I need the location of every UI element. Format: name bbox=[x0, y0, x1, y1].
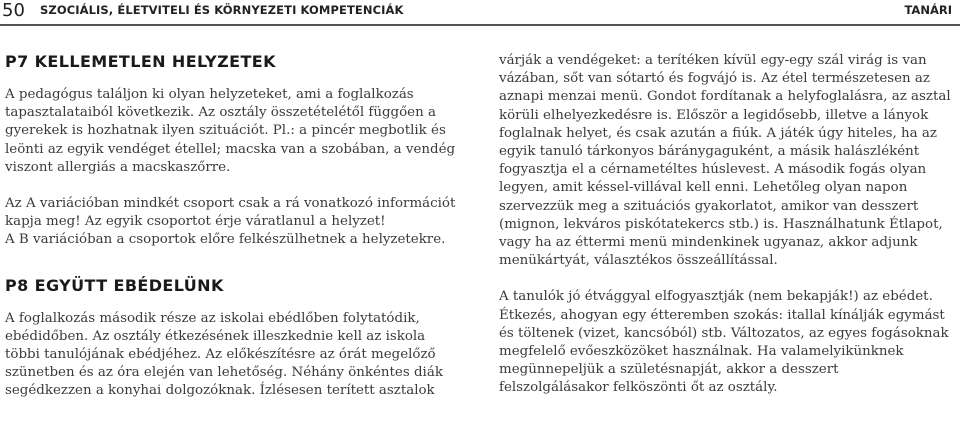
section-title-p7: P7 KELLEMETLEN HELYZETEK bbox=[5, 52, 276, 71]
paragraph: A foglalkozás második része az iskolai ebédlőben folytatódik, ebédidőben. Az osztály étkezésének illeszkednie kell az iskola többi tanulójának ebédjéhez. Az előkészítésre az órát megelőző szünetben és az óra elején van lehetőség. Néhány önkéntes diák segédkezzen a konyhai dolgozóknak. Ízlésesen terített asztalok bbox=[5, 310, 443, 399]
paragraph: Az A variációban mindkét csoport csak a rá vonatkozó információt kapja meg! Az egyik csoportot érje váratlanul a helyzet! bbox=[5, 196, 456, 230]
running-section-label: TANÁRI bbox=[904, 3, 952, 17]
page-number: 50 bbox=[2, 0, 25, 21]
paragraph: A B variációban a csoportok előre felkészülhetnek a helyzetekre. bbox=[5, 232, 446, 248]
header-rule bbox=[0, 24, 960, 26]
page-header bbox=[0, 0, 960, 28]
paragraph: A tanulók jó étvággyal elfogyasztják (nem bekapják!) az ebédet. Étkezés, ahogyan egy étteremben szokás: itallal kínálják egymást és töltenek (vizet, kancsóból) stb. Változatos, az egyes fogásoknak megfelelő evőeszközöket használnak. Ha valamelyikünknek megünnepeljük a születésnapját, akkor a desszert felszolgálásakor felköszönti őt az osztály. bbox=[499, 289, 949, 396]
paragraph: várják a vendégeket: a terítéken kívül egy-egy szál virág is van vázában, sőt van sótartó és fogvájó is. Az étel természetesen az aznapi menzai menü. Gondot fordítanak a helyfoglalásra, az asztal körüli elhelyezkedésre is. Először a legidősebb, illetve a lányok foglalnak helyet, és csak azután a fiúk. A játék úgy hiteles, ha az egyik tanuló tárkonyos báránygaguként, a másik halászléként fogyasztja el a cérnametéltes húslevest. A második fogás olyan legyen, amit késsel-villával kell enni. Lehetőleg olyan napon szervezzük meg a szituációs gyakorlatot, amikor van desszert (mignon, lekváros piskótatekercs stb.) is. Használhatunk Étlapot, vagy ha az éttermi menü mindenkinek ugyanaz, akkor adjunk menükártyát, választékos összeállítással. bbox=[499, 53, 951, 269]
section-title-p8: P8 EGYÜTT EBÉDELÜNK bbox=[5, 275, 224, 295]
right-column bbox=[499, 52, 951, 398]
running-title: SZOCIÁLIS, ÉLETVITELI ÉS KÖRNYEZETI KOMPETENCIÁK bbox=[40, 3, 404, 17]
paragraph: A pedagógus találjon ki olyan helyzeteket, ami a foglalkozás tapasztalataiból következik. Az osztály összetételétől függően a gyerekek is hozhatnak ilyen szituációt. Pl.: a pincér megbotlik és leönti az egyik vendéget étellel; macska van a szobában, a vendég viszont allergiás a macskaszőrre. bbox=[5, 87, 456, 175]
left-column bbox=[5, 52, 457, 401]
